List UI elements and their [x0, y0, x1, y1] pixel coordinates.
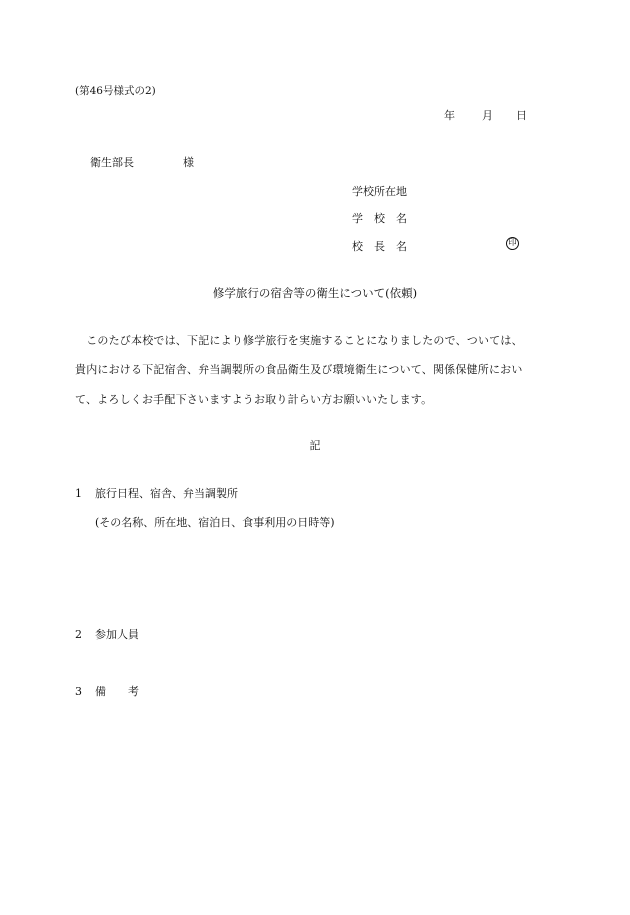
- ki-heading: 記: [309, 439, 321, 452]
- date-month-label: 月: [482, 109, 493, 122]
- seal-mark: 印: [506, 237, 519, 250]
- document-title: 修学旅行の宿舎等の衛生について(依頼): [212, 286, 418, 300]
- sender-principal-label: 校 長 名: [352, 240, 407, 253]
- date-year-label: 年: [444, 109, 455, 122]
- item-2-label: 参加人員: [95, 628, 139, 641]
- item-3-label: 備 考: [95, 685, 139, 698]
- date-day-label: 日: [516, 109, 527, 122]
- body-line-1: このたび本校では、下記により修学旅行を実施することになりましたので、ついては、: [75, 334, 523, 347]
- body-line-3: て、よろしくお手配下さいますようお取り計らい方お願いいたします。: [75, 393, 433, 406]
- item-1-label: 旅行日程、宿舎、弁当調製所: [95, 487, 238, 500]
- form-number: (第46号様式の2): [75, 85, 156, 97]
- body-line-2: 貴内における下記宿舎、弁当調製所の食品衛生及び環境衛生について、関係保健所におい: [75, 363, 523, 376]
- item-2-number: 2: [75, 628, 82, 641]
- item-1-number: 1: [75, 487, 82, 500]
- addressee-honorific: 様: [183, 156, 194, 169]
- item-3-number: 3: [75, 685, 82, 698]
- addressee-name: 衛生部長: [90, 156, 134, 169]
- sender-school-label: 学 校 名: [352, 212, 407, 225]
- sender-address-label: 学校所在地: [352, 185, 407, 198]
- item-1-sublabel: (その名称、所在地、宿泊日、食事利用の日時等): [95, 516, 335, 529]
